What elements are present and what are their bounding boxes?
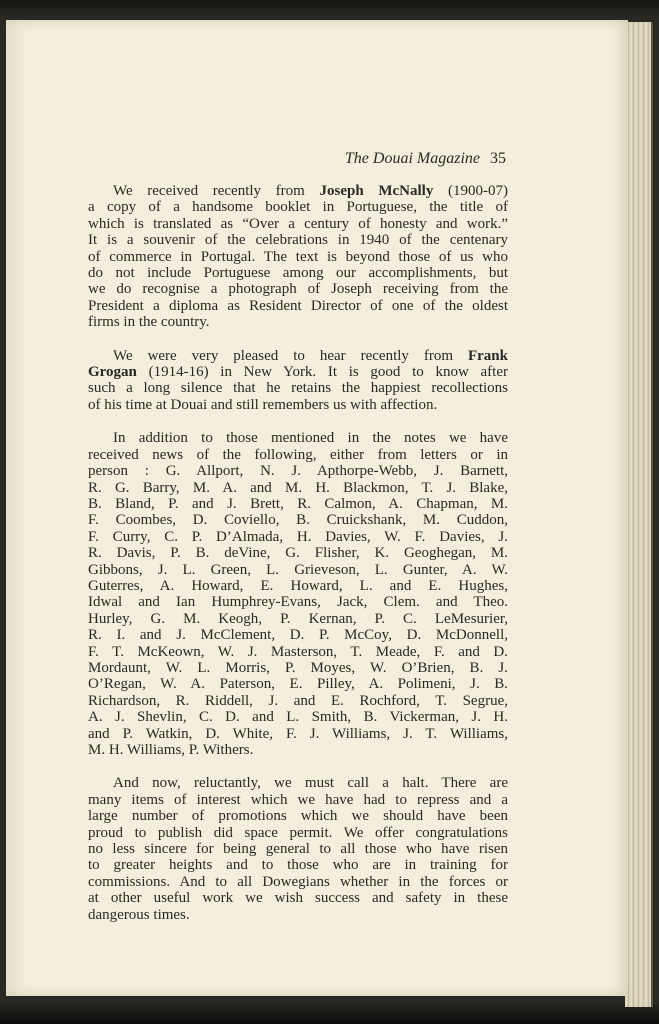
text-line: It is a souvenir of the celebrations in 1940 of the centenary: [88, 232, 508, 249]
text-line: A. J. Shevlin, C. D. and L. Smith, B. Vickerman, J. H.: [88, 709, 508, 726]
text-line: F. T. McKeown, W. J. Masterson, T. Meade, F. and D.: [88, 643, 508, 660]
paragraph: [88, 430, 508, 758]
text-line: R. G. Barry, M. A. and M. H. Blackmon, T. J. Blake,: [88, 479, 508, 496]
paragraph: [88, 775, 508, 923]
text-line: O’Regan, W. A. Paterson, E. Pilley, A. Polimeni, J. B.: [88, 676, 508, 693]
text-line: firms in the country.: [88, 314, 210, 331]
text-line: Hurley, G. M. Keogh, P. Kernan, P. C. LeMesurier,: [88, 610, 508, 627]
running-header: [6, 150, 506, 168]
page-edges: [625, 22, 653, 1007]
magazine-title: The Douai Magazine: [344, 150, 480, 167]
book-page: [6, 20, 628, 996]
text-line: proud to publish did space permit. We offer congratulations: [88, 824, 508, 841]
text-line: In addition to those mentioned in the notes we have: [113, 430, 508, 447]
bold-name: Grogan: [88, 364, 137, 381]
text-line: at other useful work we wish success and safety in these: [88, 890, 508, 907]
text-line: and P. Watkin, D. White, F. J. Williams, J. T. Williams,: [88, 725, 508, 742]
text-line: R. Davis, P. B. deVine, G. Flisher, K. Geoghegan, M.: [88, 545, 508, 562]
text-line: such a long silence that he retains the happiest recollections: [88, 380, 508, 397]
text-line: person : G. Allport, N. J. Apthorpe-Webb, J. Barnett,: [88, 463, 508, 480]
text-line: a copy of a handsome booklet in Portuguese, the title of: [88, 199, 508, 216]
text-line: of his time at Douai and still remembers us with affection.: [88, 396, 438, 413]
text-line: Idwal and Ian Humphrey-Evans, Jack, Clem. and Theo.: [88, 594, 508, 611]
text-line: commissions. And to all Dowegians whether in the forces or: [88, 873, 508, 890]
text-line: Mordaunt, W. L. Morris, P. Moyes, W. O’Brien, B. J.: [88, 659, 508, 676]
text-line: large number of promotions which we should have been: [88, 808, 508, 825]
text-line: of commerce in Portugal. The text is beyond those of us who: [88, 248, 508, 265]
text-line: We were very pleased to hear recently from Frank: [113, 347, 508, 364]
text-line: Guterres, A. Howard, E. Howard, L. and E. Hughes,: [88, 577, 508, 594]
text-line: Gibbons, J. L. Green, L. Grieveson, L. Gunter, A. W.: [88, 561, 508, 578]
text-line: no less sincere for being general to all those who have risen: [88, 841, 508, 858]
text-line: many items of interest which we have had to repress and a: [88, 791, 508, 808]
text-line: do not include Portuguese among our accomplishments, but: [88, 265, 508, 282]
text-line: dangerous times.: [88, 906, 190, 923]
paragraph: [88, 348, 508, 414]
text-line: President a diploma as Resident Director of one of the oldest: [88, 297, 508, 314]
text-line: received news of the following, either from letters or in: [88, 446, 508, 463]
text-line: Richardson, R. Riddell, J. and E. Rochford, T. Segrue,: [88, 692, 508, 709]
text-line: We received recently from Joseph McNally (1900-07): [113, 183, 508, 199]
text-line: M. H. Williams, P. Withers.: [88, 742, 254, 758]
text-line: F. Coombes, D. Coviello, B. Cruickshank, M. Cuddon,: [88, 512, 508, 529]
text-line: R. I. and J. McClement, D. P. McCoy, D. McDonnell,: [88, 627, 508, 644]
bold-name: Joseph McNally: [319, 183, 434, 199]
text-line: to greater heights and to those who are in training for: [88, 857, 508, 874]
bold-name: Frank: [467, 347, 508, 364]
text-line: we do recognise a photograph of Joseph receiving from the: [88, 281, 508, 298]
text-line: B. Bland, P. and J. Brett, R. Calmon, A. Chapman, M.: [88, 495, 508, 512]
text-line: Grogan (1914-16) in New York. It is good to know after: [88, 364, 508, 381]
page-number: 35: [490, 150, 506, 167]
article-body: [88, 183, 508, 940]
text-line: which is translated as “Over a century of honesty and work.”: [88, 215, 508, 232]
text-line: And now, reluctantly, we must call a halt. There are: [113, 775, 508, 792]
text-line: F. Curry, C. P. D’Almada, H. Davies, W. F. Davies, J.: [88, 528, 508, 545]
paragraph: [88, 183, 508, 331]
